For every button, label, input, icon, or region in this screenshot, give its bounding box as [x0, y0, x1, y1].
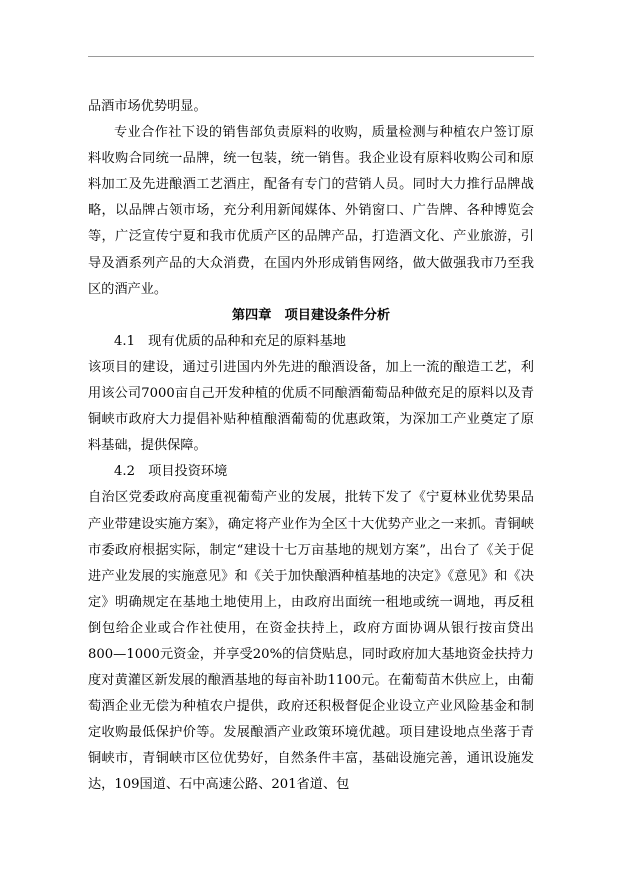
- paragraph-sales: 专业合作社下设的销售部负责原料的收购，质量检测与种植农户签订原料收购合同统一品牌，统一包装，统一销售。我企业设有原料收购公司和原料加工及先进酿酒工艺酒庄，配备有专门的营销人员。同时大力推行品牌战略，以品牌占领市场，充分利用新闻媒体、外销窗口、广告牌、各种博览会等，广泛宣传宁夏和我市优质产区的品牌产品，打造酒文化、产业旅游，引导及酒系列产品的大众消费，在国内外形成销售网络，做大做强我市乃至我区的酒产业。: [88, 125, 534, 297]
- section-4-2-body: 自治区党委政府高度重视葡萄产业的发展，批转下发了《宁夏林业优势果品产业带建设实施方案》，确定将产业作为全区十大优势产业之一来抓。青铜峡市委政府根据实际，制定“建设十七万亩基地的规划方案”，出台了《关于促进产业发展的实施意见》和《关于加快酿酒种植基地的决定》《意见》和《决定》明确规定在基地土地使用上，由政府出面统一租地或统一调地，再反租倒包给企业或合作社使用，在资金扶持上，政府方面协调从银行按亩贷出800—1000元资金，并享受20%的信贷贴息，同时政府加大基地资金扶持力度对黄灌区新发展的酿酒基地的每亩补助1100元。在葡萄苗木供应上，由葡萄酒企业无偿为种植农户提供，政府还积极督促企业设立产业风险基金和制定收购最低保护价等。发展酿酒产业政策环境优越。项目建设地点坐落于青铜峡市，青铜峡市区位优势好，自然条件丰富，基础设施完善，通讯设施发达，109国道、石中高速公路、201省道、包: [88, 490, 534, 793]
- section-4-1-title: 4.1 现有优质的品种和充足的原料基地: [114, 333, 346, 349]
- header-rule: [88, 56, 534, 57]
- section-4-1-body: 该项目的建设，通过引进国内外先进的酿酒设备，加上一流的酿造工艺，利用该公司7000亩自己开发种植的优质不同酿酒葡萄品种做充足的原料以及青铜峡市政府大力提倡补贴种植酿酒葡萄的优惠政策，为深加工产业奠定了原料基础，提供保障。: [88, 359, 534, 454]
- chapter-title: 第四章 项目建设条件分析: [231, 307, 391, 323]
- document-body: [88, 94, 534, 799]
- paragraph-continuation: 品酒市场优势明显。: [88, 99, 207, 114]
- section-4-2-title: 4.2 项目投资环境: [114, 464, 228, 480]
